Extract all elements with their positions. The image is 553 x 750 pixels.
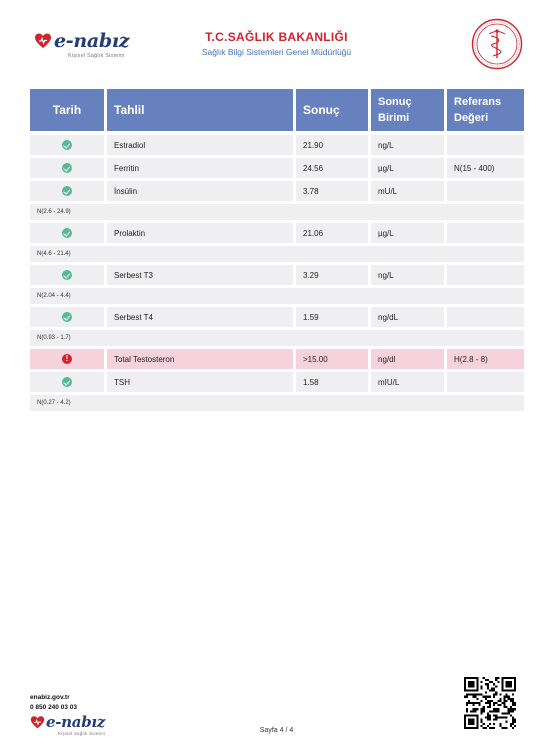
row-unit: mIU/L xyxy=(371,372,444,392)
header-test: Tahlil xyxy=(107,89,293,131)
reference-note: N(4.6 - 21.4) xyxy=(30,246,524,262)
table-row xyxy=(30,223,524,243)
row-test-name: Prolaktin xyxy=(107,223,293,243)
row-unit: mU/L xyxy=(371,181,444,201)
table-row xyxy=(30,349,524,369)
footer-logo-text: e-nabız xyxy=(46,713,105,731)
check-circle-icon xyxy=(62,270,72,280)
footer-phone: 0 850 240 03 03 xyxy=(30,704,77,711)
check-circle-icon xyxy=(62,140,72,150)
row-reference xyxy=(447,307,524,327)
page-number: Sayfa 4 / 4 xyxy=(259,727,294,734)
header-reference xyxy=(447,89,524,131)
row-result: 21.06 xyxy=(296,223,368,243)
row-result: 3.29 xyxy=(296,265,368,285)
row-status-cell xyxy=(30,223,104,243)
alert-icon: ! xyxy=(62,354,72,364)
header-date: Tarih xyxy=(30,89,104,131)
reference-note: N(2.04 - 4.4) xyxy=(30,288,524,304)
row-status-cell xyxy=(30,158,104,178)
row-unit: ng/dl xyxy=(371,349,444,369)
row-result: 1.59 xyxy=(296,307,368,327)
row-unit: ng/L xyxy=(371,135,444,155)
row-status-cell xyxy=(30,372,104,392)
check-circle-icon xyxy=(62,186,72,196)
header-ref-line1: Referans xyxy=(454,96,502,108)
header-ref-line2: Değeri xyxy=(454,112,489,124)
check-circle-icon xyxy=(62,312,72,322)
reference-note: N(0.27 - 4.2) xyxy=(30,395,524,411)
reference-note-row xyxy=(30,246,524,262)
check-circle-icon xyxy=(62,163,72,173)
table-row xyxy=(30,372,524,392)
table-row xyxy=(30,135,524,155)
header-unit-line2: Birimi xyxy=(378,112,410,124)
row-status-cell xyxy=(30,349,104,369)
row-reference xyxy=(447,181,524,201)
row-unit: µg/L xyxy=(371,158,444,178)
row-reference xyxy=(447,135,524,155)
row-status-cell xyxy=(30,135,104,155)
reference-note: N(0.93 - 1.7) xyxy=(30,330,524,346)
check-circle-icon xyxy=(62,228,72,238)
page-header xyxy=(0,0,553,80)
ministry-seal-icon xyxy=(471,18,523,70)
row-reference xyxy=(447,372,524,392)
row-unit: ng/dL xyxy=(371,307,444,327)
row-result: 1.58 xyxy=(296,372,368,392)
header-unit xyxy=(371,89,444,131)
row-test-name: Total Testosteron xyxy=(107,349,293,369)
table-header-row xyxy=(30,89,524,131)
header-unit-line1: Sonuç xyxy=(378,96,412,108)
header-result: Sonuç xyxy=(296,89,368,131)
row-result: >15.00 xyxy=(296,349,368,369)
table-row xyxy=(30,307,524,327)
row-unit: µg/L xyxy=(371,223,444,243)
logo-text: e-nabız xyxy=(54,30,130,52)
row-reference: N(15 - 400) xyxy=(447,158,524,178)
footer-website[interactable]: enabiz.gov.tr xyxy=(30,694,70,701)
table-row xyxy=(30,158,524,178)
table-row xyxy=(30,265,524,285)
reference-note: N(2.6 - 24.9) xyxy=(30,204,524,220)
row-reference xyxy=(447,265,524,285)
row-test-name: Serbest T4 xyxy=(107,307,293,327)
reference-note-row xyxy=(30,395,524,411)
footer-logo-subtitle: Kişisel Sağlık Sistemi xyxy=(58,731,106,736)
row-test-name: Serbest T3 xyxy=(107,265,293,285)
table-row xyxy=(30,181,524,201)
row-test-name: TSH xyxy=(107,372,293,392)
footer-enabiz-logo xyxy=(30,713,120,739)
row-unit: ng/L xyxy=(371,265,444,285)
reference-note-row xyxy=(30,204,524,220)
row-reference: H(2.8 - 8) xyxy=(447,349,524,369)
row-status-cell xyxy=(30,307,104,327)
row-result: 24.56 xyxy=(296,158,368,178)
row-reference xyxy=(447,223,524,243)
row-test-name: Ferritin xyxy=(107,158,293,178)
row-result: 3.78 xyxy=(296,181,368,201)
ministry-title: T.C.SAĞLIK BAKANLIĞI xyxy=(205,30,348,44)
lab-results-table xyxy=(30,89,524,414)
ministry-subtitle: Sağlık Bilgi Sistemleri Genel Müdürlüğü xyxy=(201,47,352,57)
table-body xyxy=(30,135,524,411)
reference-note-row xyxy=(30,330,524,346)
check-circle-icon xyxy=(62,377,72,387)
row-result: 21.90 xyxy=(296,135,368,155)
qr-code-icon xyxy=(464,677,516,729)
logo-subtitle: Kişisel Sağlık Sistemi xyxy=(68,53,125,59)
row-status-cell xyxy=(30,265,104,285)
row-test-name: Estradiol xyxy=(107,135,293,155)
row-status-cell xyxy=(30,181,104,201)
row-test-name: İnsülin xyxy=(107,181,293,201)
reference-note-row xyxy=(30,288,524,304)
